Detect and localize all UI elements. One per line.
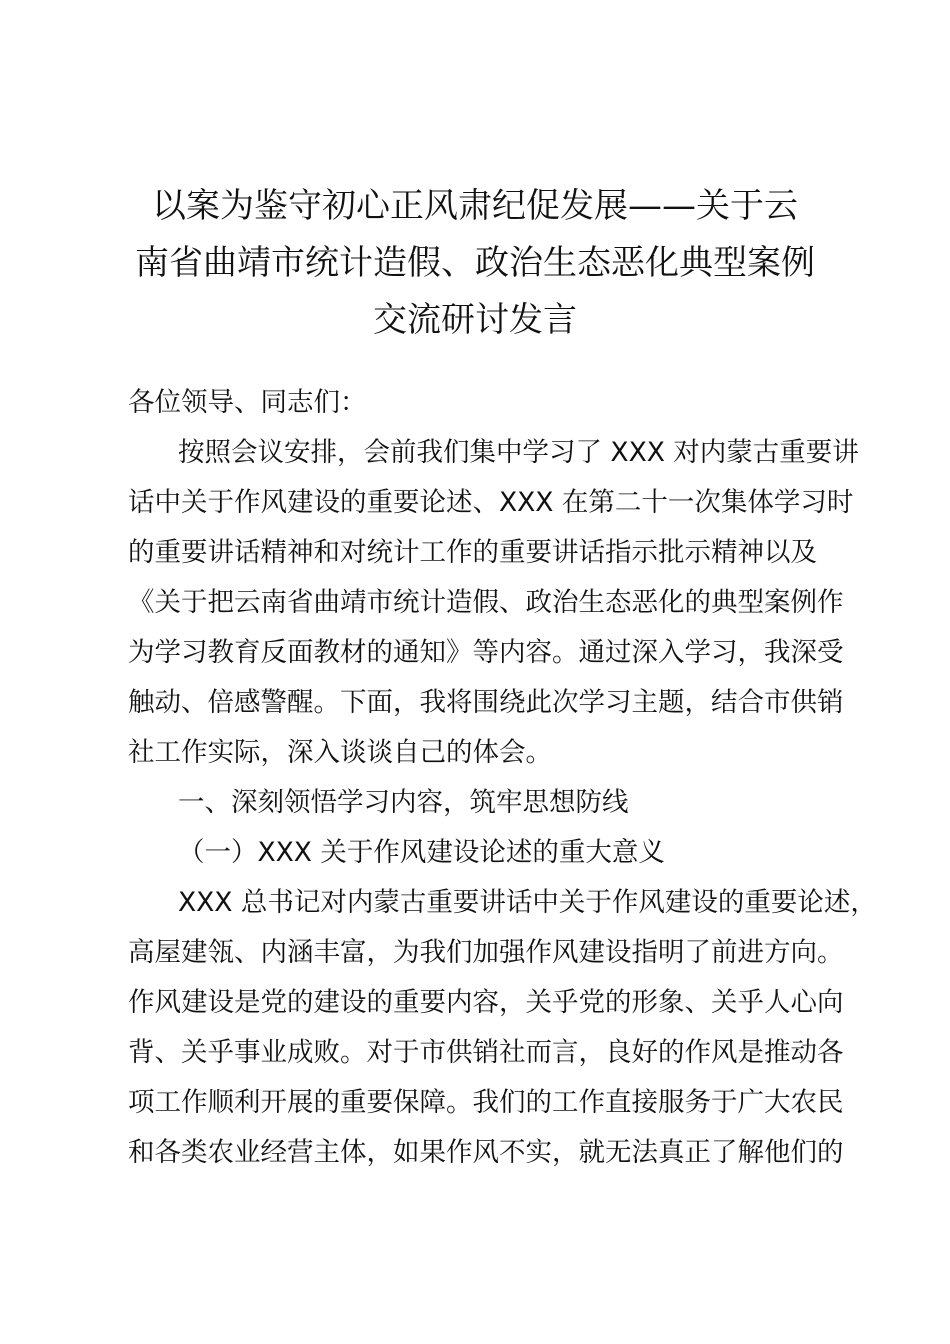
paragraph-1-line-1: 按照会议安排，会前我们集中学习了 XXX 对内蒙古重要讲 [178,437,859,468]
title-line-2: 南省曲靖市统计造假、政治生态恶化典型案例 [135,243,815,283]
paragraph-1-line-2: 话中关于作风建设的重要论述、XXX 在第二十一次集体学习时 [128,487,854,518]
paragraph-2-line-1: XXX 总书记对内蒙古重要讲话中关于作风建设的重要论述， [178,887,877,918]
title-line-3: 交流研讨发言 [373,300,577,340]
paragraph-1-line-5: 为学习教育反面教材的通知》等内容。通过深入学习，我深受 [128,637,844,668]
paragraph-1-line-3: 的重要讲话精神和对统计工作的重要讲话指示批示精神以及 [128,537,817,568]
paragraph-2-line-6: 和各类农业经营主体，如果作风不实，就无法真正了解他们的 [128,1137,844,1168]
paragraph-2-line-4: 背、关乎事业成败。对于市供销社而言，良好的作风是推动各 [128,1037,844,1068]
document-title [120,178,830,349]
section-heading-1: 一、深刻领悟学习内容，筑牢思想防线 [178,787,629,818]
title-line-1: 以案为鉴守初心正风肃纪促发展——关于云 [152,186,798,226]
subsection-heading-1: （一）XXX 关于作风建设论述的重大意义 [178,837,665,868]
salutation: 各位领导、同志们： [128,387,367,418]
document-body [128,378,877,1178]
paragraph-2-line-5: 项工作顺利开展的重要保障。我们的工作直接服务于广大农民 [128,1087,844,1118]
paragraph-2-line-2: 高屋建瓴、内涵丰富，为我们加强作风建设指明了前进方向。 [128,937,844,968]
paragraph-2-line-3: 作风建设是党的建设的重要内容，关乎党的形象、关乎人心向 [128,987,844,1018]
paragraph-1-line-7: 社工作实际，深入谈谈自己的体会。 [128,737,552,768]
paragraph-1-line-4: 《关于把云南省曲靖市统计造假、政治生态恶化的典型案例作 [128,587,844,618]
paragraph-1-line-6: 触动、倍感警醒。下面，我将围绕此次学习主题，结合市供销 [128,687,844,718]
